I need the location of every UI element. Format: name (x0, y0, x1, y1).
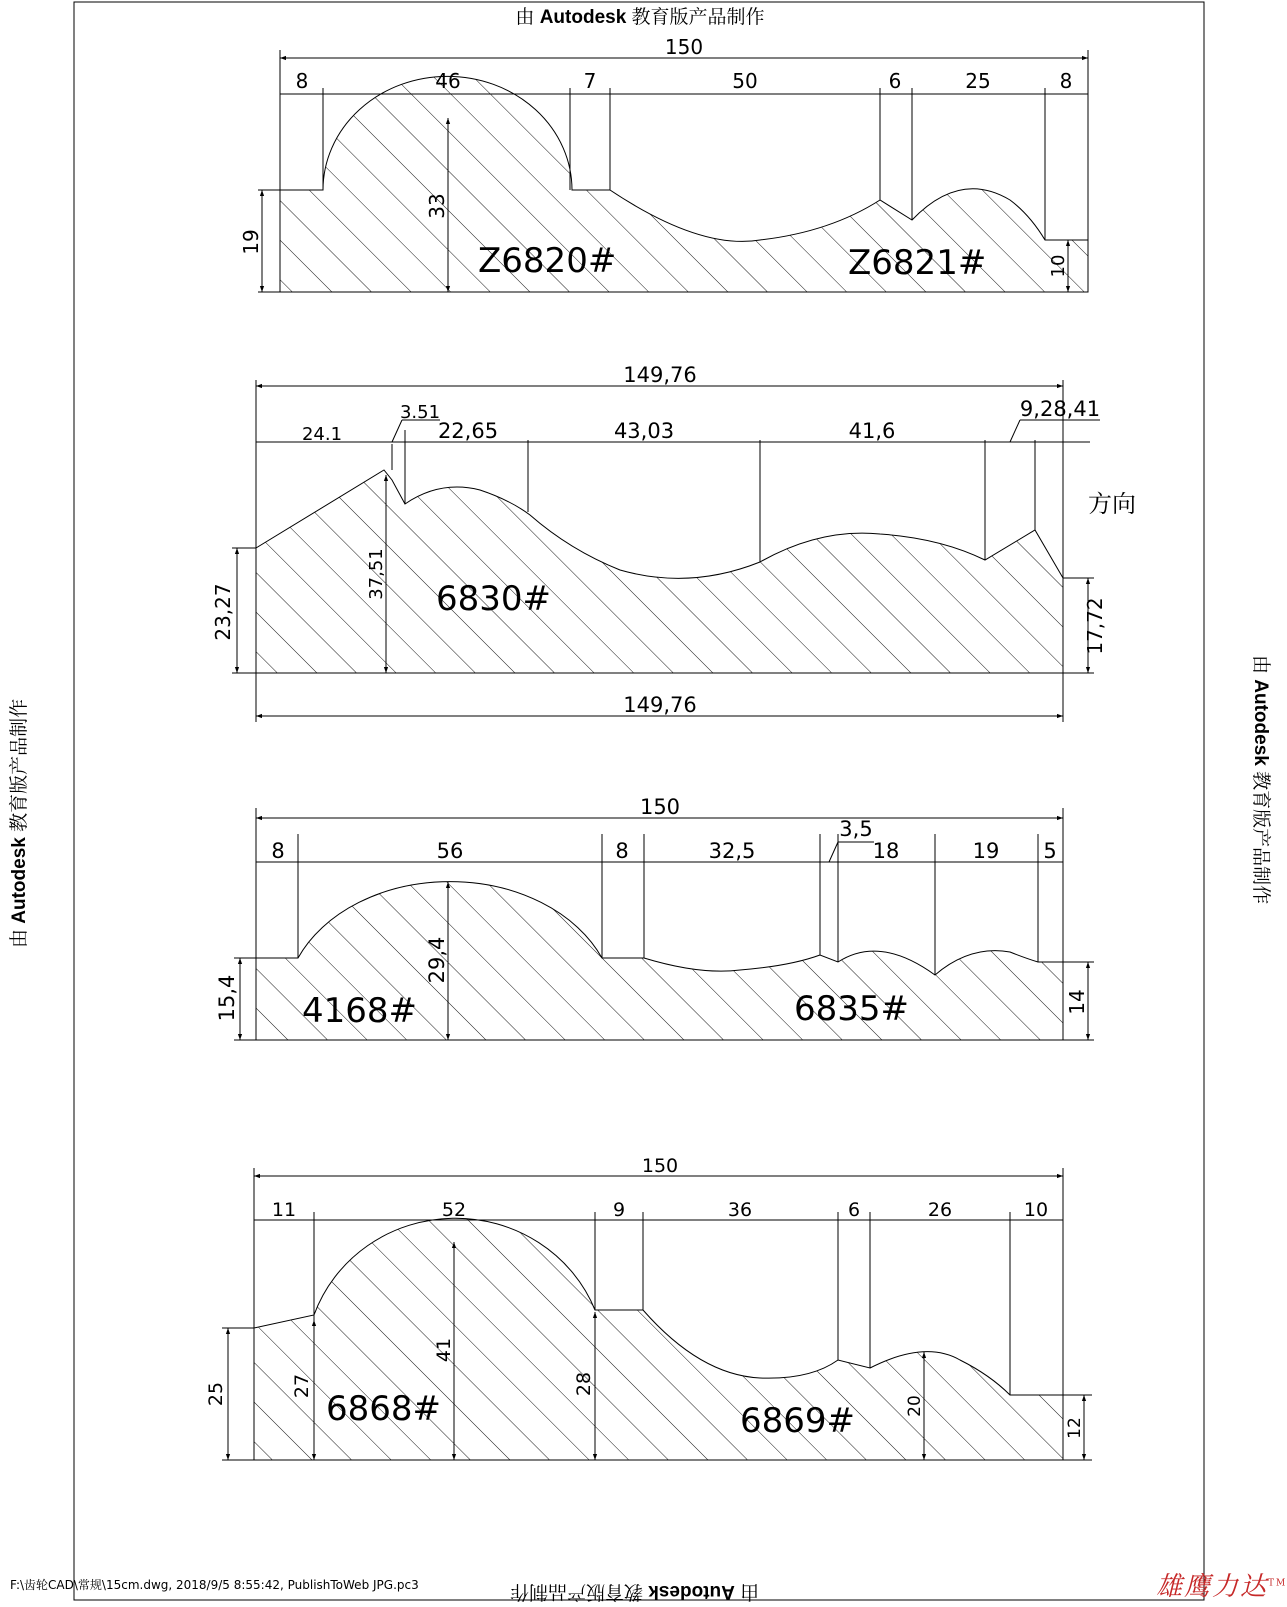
p4-overall-width: 150 (641, 1155, 679, 1177)
p3-seg-7: 19 (972, 839, 1000, 863)
p3-overall-width: 150 (639, 795, 681, 819)
watermark-top: 由 Autodesk 教育版产品制作 (515, 7, 765, 28)
p2-seg-right: 9,28,41 (1019, 397, 1101, 421)
p3-height-2: 29,4 (425, 936, 449, 984)
brand-logo: 雄鹰力达™ (1156, 1572, 1287, 1602)
p1-overall-width: 150 (664, 35, 704, 59)
p1-seg-4: 50 (732, 69, 758, 93)
p1-height-1: 19 (239, 229, 263, 255)
p3-seg-4: 32,5 (708, 839, 756, 863)
p1-seg-3: 7 (583, 69, 597, 93)
p3-seg-5: 3,5 (839, 817, 873, 841)
p2-seg-5: 41,6 (848, 419, 896, 443)
watermark-bottom: 由 Autodesk 教育版产品制作 (510, 1581, 760, 1602)
p2-seg-4: 43,03 (613, 419, 675, 443)
p2-overall-top: 149,76 (623, 363, 697, 387)
p4-height-6: 12 (1065, 1417, 1085, 1439)
p1-seg-2: 46 (435, 69, 461, 93)
p1-seg-6: 25 (965, 69, 991, 93)
p4-seg-7: 10 (1023, 1199, 1049, 1221)
p2-height-2: 37,51 (366, 548, 387, 600)
p3-height-3: 14 (1065, 989, 1089, 1015)
p4-seg-4: 36 (727, 1199, 753, 1221)
p1-code-2: Z6821# (848, 243, 987, 283)
p3-seg-1: 8 (271, 839, 285, 863)
file-path-footer: F:\齿轮CAD\常规\15cm.dwg, 2018/9/5 8:55:42, PublishToWeb JPG.pc3 (10, 1578, 419, 1592)
p4-height-2: 27 (291, 1373, 313, 1399)
p1-seg-1: 8 (295, 69, 309, 93)
p3-height-1: 15,4 (215, 974, 239, 1022)
p4-seg-3: 9 (612, 1199, 626, 1221)
p3-code-1: 4168# (302, 991, 418, 1031)
p4-seg-1: 11 (271, 1199, 297, 1221)
p4-code-1: 6868# (326, 1389, 442, 1429)
p4-seg-2: 52 (441, 1199, 467, 1221)
p2-seg-2: 3.51 (399, 402, 441, 423)
p4-height-4: 28 (573, 1371, 595, 1397)
p2-overall-bottom: 149,76 (623, 693, 697, 717)
p1-seg-7: 8 (1059, 69, 1073, 93)
watermark-right: 由 Autodesk 教育版产品制作 (1250, 655, 1271, 905)
p4-height-3: 41 (433, 1337, 455, 1363)
p3-code-2: 6835# (794, 989, 910, 1029)
p2-height-3: 17,72 (1083, 597, 1107, 655)
p2-seg-1: 24.1 (301, 424, 343, 445)
p3-seg-8: 5 (1043, 839, 1057, 863)
p1-code-1: Z6820# (478, 241, 617, 281)
watermark-left: 由 Autodesk 教育版产品制作 (9, 698, 30, 948)
p1-seg-5: 6 (888, 69, 902, 93)
p3-seg-3: 8 (615, 839, 629, 863)
p4-code-2: 6869# (740, 1401, 856, 1441)
p2-height-1: 23,27 (211, 583, 235, 641)
p4-height-1: 25 (205, 1381, 227, 1407)
p2-seg-3: 22,65 (437, 419, 499, 443)
p4-height-5: 20 (905, 1395, 925, 1417)
p1-height-3: 10 (1048, 254, 1069, 278)
p3-seg-6: 18 (872, 839, 900, 863)
p4-seg-6: 26 (927, 1199, 953, 1221)
p1-height-2: 33 (425, 193, 449, 219)
p4-seg-5: 6 (847, 1199, 861, 1221)
p3-seg-2: 56 (436, 839, 464, 863)
p2-code-1: 6830# (436, 579, 552, 619)
p2-note: 方向 (1088, 490, 1136, 518)
